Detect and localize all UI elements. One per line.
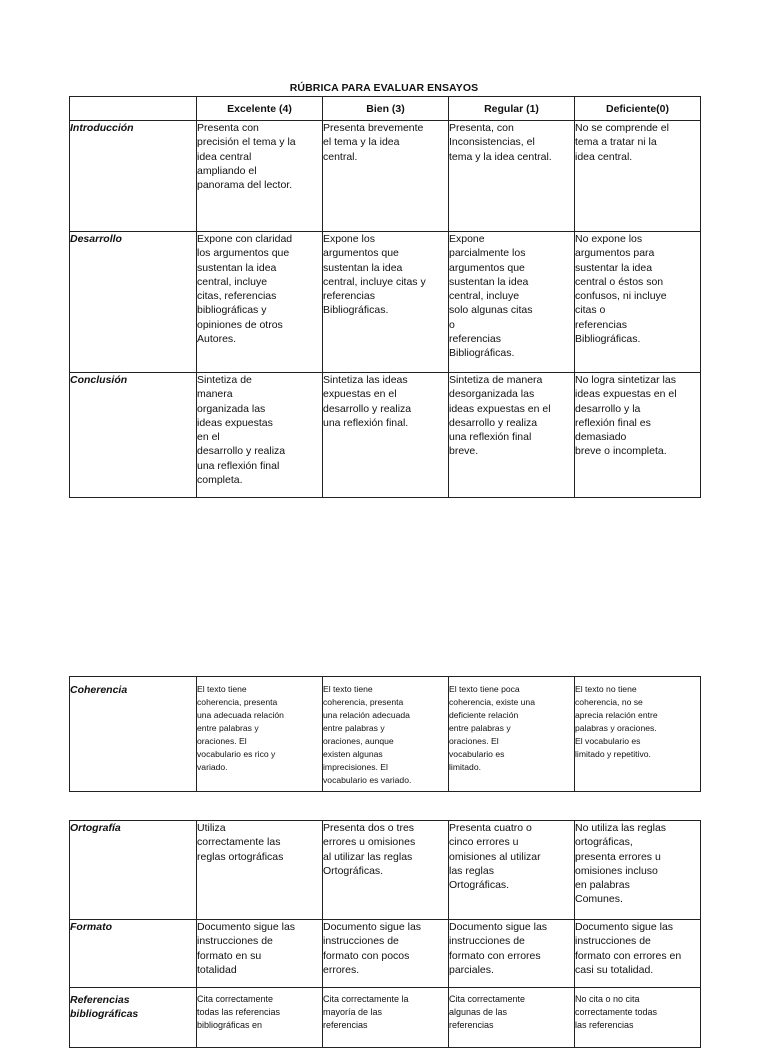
rubric-cell: Sintetiza de manera desorganizada las ideas expuestas en el desarrollo y realiza una reflexión final breve. bbox=[449, 373, 575, 498]
rubric-cell: Presenta, con Inconsistencias, el tema y la idea central. bbox=[449, 121, 575, 232]
header-excelente: Excelente (4) bbox=[197, 97, 323, 121]
rubric-cell: Expone los argumentos que sustentan la idea central, incluye citas y referencias Bibliográficas. bbox=[323, 232, 449, 373]
rubric-cell: Expone parcialmente los argumentos que sustentan la idea central, incluye solo algunas citas o referencias Bibliográficas. bbox=[449, 232, 575, 373]
criterion-label: Introducción bbox=[70, 121, 197, 232]
rubric-cell: Presenta brevemente el tema y la idea central. bbox=[323, 121, 449, 232]
rubric-cell: Presenta dos o tres errores u omisiones al utilizar las reglas Ortográficas. bbox=[323, 821, 449, 920]
rubric-cell: No se comprende el tema a tratar ni la idea central. bbox=[575, 121, 701, 232]
criterion-label: Coherencia bbox=[70, 677, 197, 792]
rubric-table-form bbox=[69, 820, 701, 1048]
rubric-cell: No expone los argumentos para sustentar la idea central o éstos son confusos, ni incluye citas o referencias Bibliográficas. bbox=[575, 232, 701, 373]
table-row bbox=[70, 373, 701, 498]
table-row bbox=[70, 988, 701, 1048]
rubric-cell: Presenta con precisión el tema y la idea central ampliando el panorama del lector. bbox=[197, 121, 323, 232]
rubric-cell: No cita o no cita correctamente todas las referencias bbox=[575, 988, 701, 1048]
criterion-label: Conclusión bbox=[70, 373, 197, 498]
rubric-cell: El texto tiene coherencia, presenta una adecuada relación entre palabras y oraciones. El vocabulario es rico y variado. bbox=[197, 677, 323, 792]
rubric-cell: Documento sigue las instrucciones de formato con errores en casi su totalidad. bbox=[575, 920, 701, 988]
rubric-cell: El texto tiene coherencia, presenta una relación adecuada entre palabras y oraciones, aunque existen algunas imprecisiones. El vocabulario es variado. bbox=[323, 677, 449, 792]
criterion-label: Ortografía bbox=[70, 821, 197, 920]
rubric-cell: Cita correctamente la mayoría de las referencias bbox=[323, 988, 449, 1048]
rubric-cell: Cita correctamente algunas de las referencias bbox=[449, 988, 575, 1048]
rubric-table-coherence bbox=[69, 676, 701, 792]
criterion-label: Desarrollo bbox=[70, 232, 197, 373]
rubric-cell: Presenta cuatro o cinco errores u omisiones al utilizar las reglas Ortográficas. bbox=[449, 821, 575, 920]
header-bien: Bien (3) bbox=[323, 97, 449, 121]
rubric-cell: Sintetiza de manera organizada las ideas expuestas en el desarrollo y realiza una reflexión final completa. bbox=[197, 373, 323, 498]
rubric-cell: Documento sigue las instrucciones de formato en su totalidad bbox=[197, 920, 323, 988]
table-row bbox=[70, 920, 701, 988]
rubric-cell: Documento sigue las instrucciones de formato con pocos errores. bbox=[323, 920, 449, 988]
table-row bbox=[70, 677, 701, 792]
header-empty bbox=[70, 97, 197, 121]
rubric-cell: El texto no tiene coherencia, no se aprecia relación entre palabras y oraciones. El vocabulario es limitado y repetitivo. bbox=[575, 677, 701, 792]
document-title: RÚBRICA PARA EVALUAR ENSAYOS bbox=[289, 82, 479, 94]
rubric-cell: Utiliza correctamente las reglas ortográficas bbox=[197, 821, 323, 920]
header-row bbox=[70, 97, 701, 121]
rubric-cell: Sintetiza las ideas expuestas en el desarrollo y realiza una reflexión final. bbox=[323, 373, 449, 498]
rubric-table-main bbox=[69, 96, 701, 498]
table-row bbox=[70, 821, 701, 920]
rubric-cell: Documento sigue las instrucciones de formato con errores parciales. bbox=[449, 920, 575, 988]
rubric-cell: Cita correctamente todas las referencias bibliográficas en bbox=[197, 988, 323, 1048]
rubric-cell: No utiliza las reglas ortográficas, presenta errores u omisiones incluso en palabras Comunes. bbox=[575, 821, 701, 920]
table-row bbox=[70, 232, 701, 373]
rubric-cell: Expone con claridad los argumentos que sustentan la idea central, incluye citas, referencias bibliográficas y opiniones de otros Autores. bbox=[197, 232, 323, 373]
criterion-label: Formato bbox=[70, 920, 197, 988]
rubric-cell: No logra sintetizar las ideas expuestas en el desarrollo y la reflexión final es demasiado breve o incompleta. bbox=[575, 373, 701, 498]
criterion-label: Referencias bibliográficas bbox=[70, 988, 197, 1048]
header-regular: Regular (1) bbox=[449, 97, 575, 121]
rubric-cell: El texto tiene poca coherencia, existe una deficiente relación entre palabras y oraciones. El vocabulario es limitado. bbox=[449, 677, 575, 792]
table-row bbox=[70, 121, 701, 232]
header-deficiente: Deficiente(0) bbox=[575, 97, 701, 121]
